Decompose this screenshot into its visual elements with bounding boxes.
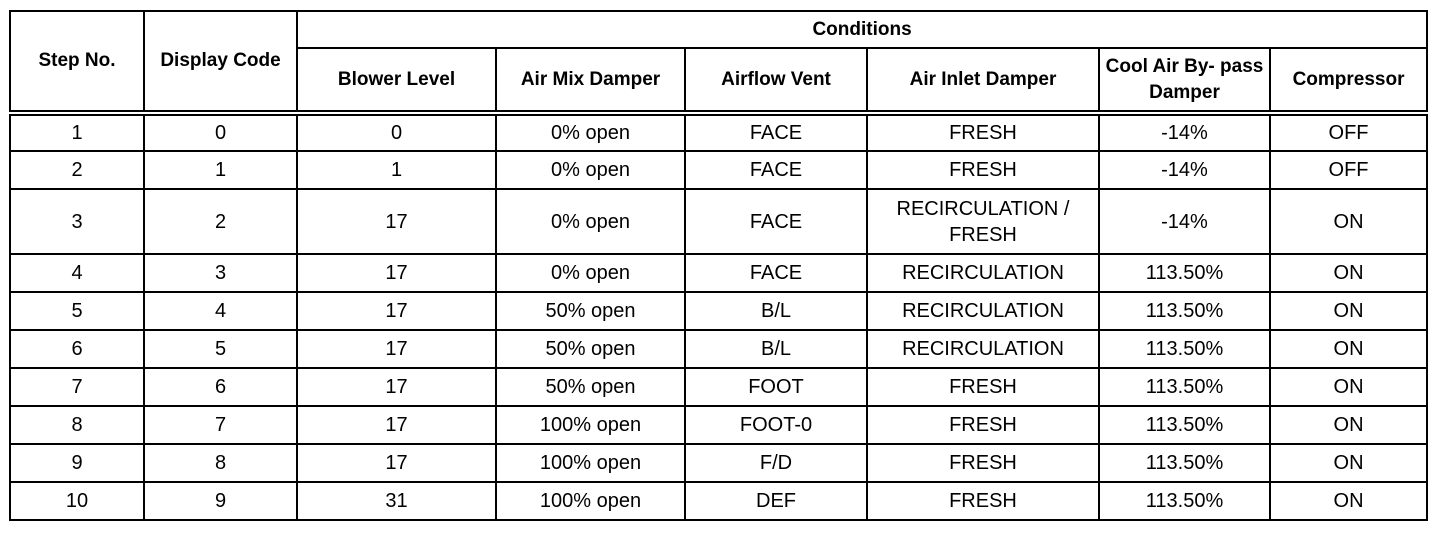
cell-airflow-vent: FACE <box>685 189 867 254</box>
cell-air-inlet-damper: FRESH <box>867 406 1099 444</box>
cell-air-inlet-damper: RECIRCULATION <box>867 254 1099 292</box>
cell-air-mix-damper: 50% open <box>496 368 685 406</box>
cell-airflow-vent: FACE <box>685 113 867 151</box>
cell-cool-air-bypass: 113.50% <box>1099 330 1270 368</box>
cell-air-mix-damper: 50% open <box>496 330 685 368</box>
cell-air-inlet-damper: RECIRCULATION <box>867 330 1099 368</box>
cell-air-mix-damper: 100% open <box>496 482 685 520</box>
cell-airflow-vent: FOOT-0 <box>685 406 867 444</box>
cell-air-mix-damper: 50% open <box>496 292 685 330</box>
cell-cool-air-bypass: 113.50% <box>1099 406 1270 444</box>
table-row <box>10 254 1427 292</box>
cell-display-code: 1 <box>144 151 297 189</box>
header-display-code-line1: Display <box>160 50 228 71</box>
cell-airflow-vent: FACE <box>685 151 867 189</box>
table-row <box>10 113 1427 151</box>
cell-air-inlet-damper: FRESH <box>867 151 1099 189</box>
header-cool-air-bypass-line2: pass Damper <box>1149 55 1264 103</box>
table-row <box>10 292 1427 330</box>
table-row <box>10 189 1427 254</box>
cell-airflow-vent: FACE <box>685 254 867 292</box>
table-row <box>10 151 1427 189</box>
cell-step: 5 <box>10 292 144 330</box>
table-row <box>10 330 1427 368</box>
conditions-table <box>9 10 1428 521</box>
cell-air-inlet-line2: FRESH <box>949 223 1017 246</box>
cell-blower-level: 17 <box>297 406 496 444</box>
cell-step: 6 <box>10 330 144 368</box>
cell-air-mix-damper: 0% open <box>496 151 685 189</box>
cell-display-code: 4 <box>144 292 297 330</box>
cell-step: 4 <box>10 254 144 292</box>
cell-blower-level: 1 <box>297 151 496 189</box>
cell-cool-air-bypass: 113.50% <box>1099 482 1270 520</box>
cell-step: 10 <box>10 482 144 520</box>
cell-air-inlet-damper <box>867 189 1099 254</box>
cell-airflow-vent: DEF <box>685 482 867 520</box>
cell-airflow-vent: B/L <box>685 292 867 330</box>
cell-step: 2 <box>10 151 144 189</box>
header-row-top <box>10 11 1427 48</box>
cell-cool-air-bypass: 113.50% <box>1099 292 1270 330</box>
cell-step: 8 <box>10 406 144 444</box>
cell-display-code: 9 <box>144 482 297 520</box>
header-cool-air-bypass-line1: Cool Air By- <box>1105 55 1215 77</box>
cell-air-inlet-damper: FRESH <box>867 113 1099 151</box>
cell-air-inlet-damper: FRESH <box>867 482 1099 520</box>
cell-display-code: 3 <box>144 254 297 292</box>
cell-compressor: OFF <box>1270 113 1427 151</box>
header-display-code <box>144 11 297 113</box>
table-row <box>10 482 1427 520</box>
cell-cool-air-bypass: 113.50% <box>1099 254 1270 292</box>
header-display-code-line2: Code <box>233 50 281 71</box>
cell-air-mix-damper: 100% open <box>496 444 685 482</box>
cell-compressor: ON <box>1270 292 1427 330</box>
header-airflow-vent: Airflow Vent <box>685 48 867 113</box>
cell-air-mix-damper: 0% open <box>496 254 685 292</box>
header-conditions: Conditions <box>297 11 1427 48</box>
cell-compressor: ON <box>1270 368 1427 406</box>
cell-air-inlet-damper: FRESH <box>867 368 1099 406</box>
header-step-no: Step No. <box>10 11 144 113</box>
cell-blower-level: 17 <box>297 254 496 292</box>
cell-cool-air-bypass: -14% <box>1099 151 1270 189</box>
cell-compressor: ON <box>1270 189 1427 254</box>
cell-compressor: ON <box>1270 482 1427 520</box>
cell-display-code: 5 <box>144 330 297 368</box>
cell-display-code: 6 <box>144 368 297 406</box>
cell-blower-level: 31 <box>297 482 496 520</box>
cell-air-mix-damper: 0% open <box>496 113 685 151</box>
cell-airflow-vent: FOOT <box>685 368 867 406</box>
cell-display-code: 0 <box>144 113 297 151</box>
table-row <box>10 368 1427 406</box>
cell-airflow-vent: F/D <box>685 444 867 482</box>
cell-blower-level: 17 <box>297 292 496 330</box>
cell-compressor: ON <box>1270 444 1427 482</box>
cell-cool-air-bypass: -14% <box>1099 189 1270 254</box>
table-row <box>10 444 1427 482</box>
cell-cool-air-bypass: 113.50% <box>1099 444 1270 482</box>
cell-blower-level: 17 <box>297 368 496 406</box>
table-body <box>10 113 1427 520</box>
cell-blower-level: 17 <box>297 189 496 254</box>
cell-air-inlet-damper: FRESH <box>867 444 1099 482</box>
cell-blower-level: 17 <box>297 330 496 368</box>
cell-step: 3 <box>10 189 144 254</box>
cell-compressor: ON <box>1270 406 1427 444</box>
cell-blower-level: 17 <box>297 444 496 482</box>
cell-compressor: ON <box>1270 254 1427 292</box>
cell-air-mix-damper: 100% open <box>496 406 685 444</box>
cell-step: 1 <box>10 113 144 151</box>
header-air-mix-damper: Air Mix Damper <box>496 48 685 113</box>
table-row <box>10 406 1427 444</box>
header-cool-air-bypass-damper <box>1099 48 1270 113</box>
cell-step: 7 <box>10 368 144 406</box>
cell-cool-air-bypass: -14% <box>1099 113 1270 151</box>
cell-display-code: 2 <box>144 189 297 254</box>
cell-step: 9 <box>10 444 144 482</box>
cell-display-code: 8 <box>144 444 297 482</box>
header-compressor: Compressor <box>1270 48 1427 113</box>
cell-compressor: ON <box>1270 330 1427 368</box>
header-air-inlet-damper: Air Inlet Damper <box>867 48 1099 113</box>
cell-display-code: 7 <box>144 406 297 444</box>
cell-air-mix-damper: 0% open <box>496 189 685 254</box>
cell-air-inlet-damper: RECIRCULATION <box>867 292 1099 330</box>
cell-airflow-vent: B/L <box>685 330 867 368</box>
cell-cool-air-bypass: 113.50% <box>1099 368 1270 406</box>
cell-air-inlet-line1: RECIRCULATION / <box>896 197 1070 220</box>
cell-blower-level: 0 <box>297 113 496 151</box>
cell-compressor: OFF <box>1270 151 1427 189</box>
header-blower-level: Blower Level <box>297 48 496 113</box>
